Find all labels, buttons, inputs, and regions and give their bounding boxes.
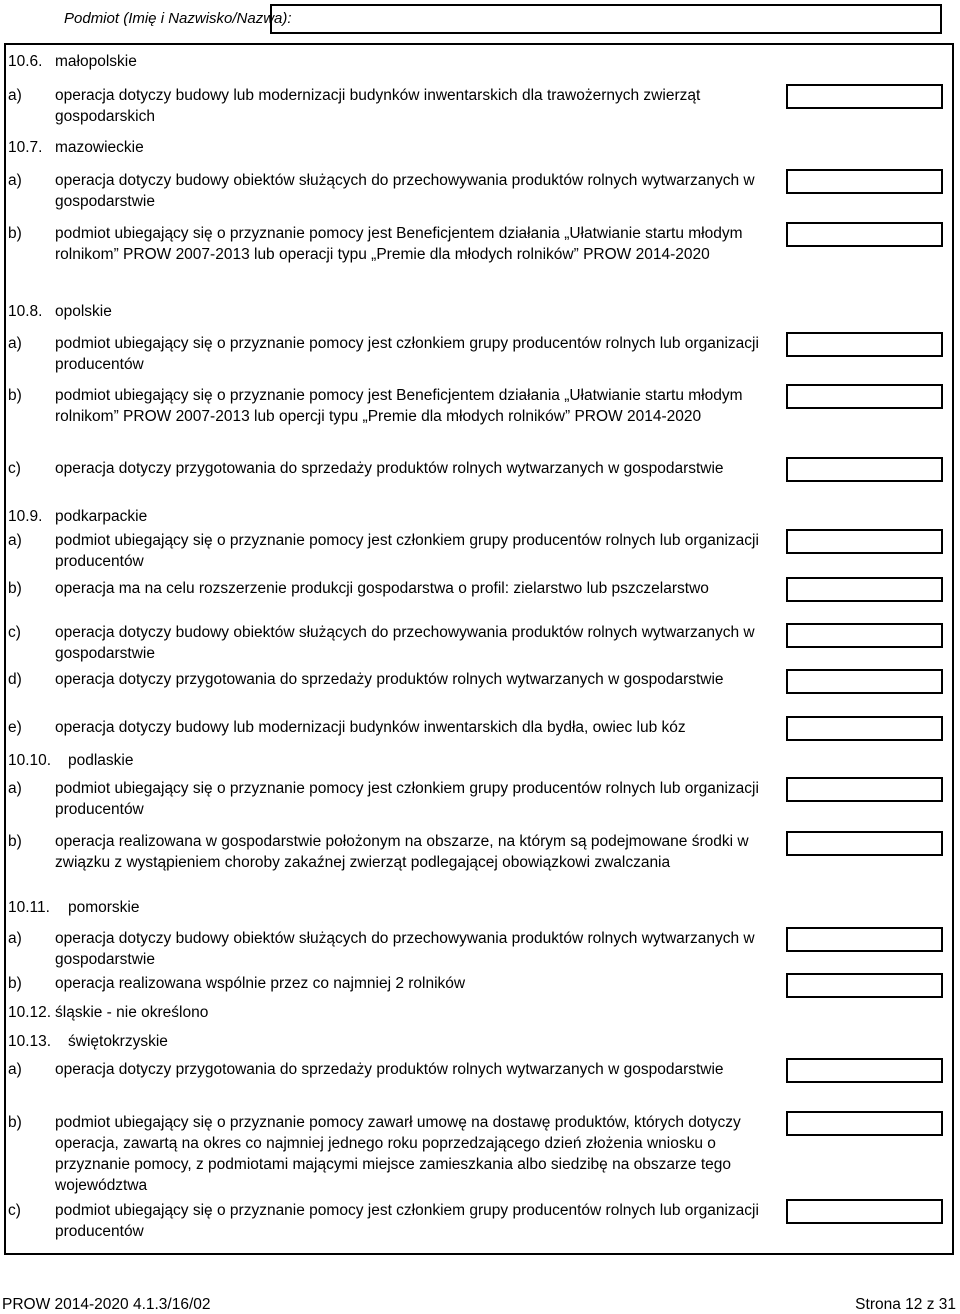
item-text: podmiot ubiegający się o przyznanie pomocy jest członkiem grupy producentów rolnych lub organizacji producentów [55,1202,759,1240]
section-name: małopolskie [55,53,137,70]
item-letter: c) [8,460,21,477]
section-name: śląskie - nie określono [55,1004,209,1021]
item-letter: b) [8,833,22,850]
criterion-checkbox[interactable] [786,332,943,357]
criterion-checkbox[interactable] [786,1111,943,1136]
item-letter: a) [8,1061,22,1078]
criterion-checkbox[interactable] [786,927,943,952]
section-number: 10.10. [8,752,52,769]
criterion-checkbox[interactable] [786,669,943,694]
criterion-checkbox[interactable] [786,777,943,802]
item-text: operacja realizowana wspólnie przez co najmniej 2 rolników [55,975,466,992]
criterion-checkbox[interactable] [786,222,943,247]
criterion-checkbox[interactable] [786,623,943,648]
criterion-checkbox[interactable] [786,716,943,741]
item-letter: a) [8,532,22,549]
criterion-checkbox[interactable] [786,457,943,482]
criterion-item [8,223,773,265]
section-number: 10.7. [8,139,43,156]
criterion-item [8,928,773,970]
item-letter: b) [8,225,22,242]
item-letter: b) [8,387,22,404]
item-letter: c) [8,624,21,641]
item-text: operacja dotyczy budowy obiektów służących do przechowywania produktów rolnych wytwarzanych w gospodarstwie [55,624,755,662]
criterion-item [8,1059,773,1080]
section-name: świętokrzyskie [68,1033,168,1050]
criterion-checkbox[interactable] [786,1199,943,1224]
item-text: podmiot ubiegający się o przyznanie pomocy jest członkiem grupy producentów rolnych lub organizacji producentów [55,335,759,373]
item-letter: a) [8,172,22,189]
section-number: 10.13. [8,1033,52,1050]
item-letter: a) [8,335,22,352]
criterion-item [8,385,773,427]
criterion-item [8,458,773,479]
section-number: 10.6. [8,53,43,70]
section-heading-pomorskie [8,897,140,918]
criterion-checkbox[interactable] [786,384,943,409]
item-text: operacja dotyczy przygotowania do sprzedaży produktów rolnych wytwarzanych w gospodarstwie [55,1061,724,1078]
section-heading-opolskie [8,301,112,322]
item-text: operacja dotyczy przygotowania do sprzedaży produktów rolnych wytwarzanych w gospodarstwie [55,671,724,688]
item-text: operacja dotyczy przygotowania do sprzedaży produktów rolnych wytwarzanych w gospodarstwie [55,460,724,477]
section-heading-slaskie [8,1002,208,1023]
item-letter: e) [8,719,22,736]
item-letter: b) [8,580,22,597]
item-text: podmiot ubiegający się o przyznanie pomocy jest członkiem grupy producentów rolnych lub organizacji producentów [55,780,759,818]
criterion-item [8,85,773,127]
criterion-item [8,333,773,375]
footer-page-number: Strona 12 z 31 [855,1296,956,1313]
item-text: podmiot ubiegający się o przyznanie pomocy zawarł umowę na dostawę produktów, których dotyczy operacja, zawartą na okres co najmniej jednego roku poprzedzającego dzień złożenia wniosku o przyznanie pomocy, z podmiotami mającymi miejsce zamieszkania albo siedzibę na obszarze tego województwa [55,1114,741,1194]
criterion-checkbox[interactable] [786,529,943,554]
item-text: operacja realizowana w gospodarstwie położonym na obszarze, na którym są podejmowane środki w związku z wystąpieniem choroby zakaźnej zwierząt podlegającej obowiązkowi zwalczania [55,833,749,871]
section-number: 10.9. [8,508,43,525]
section-heading-malopolskie [8,51,137,72]
applicant-label: Podmiot (Imię i Nazwisko/Nazwa): [64,10,292,27]
item-letter: d) [8,671,22,688]
item-text: operacja dotyczy budowy lub modernizacji budynków inwentarskich dla trawożernych zwierząt gospodarskich [55,87,701,125]
criterion-item [8,578,788,599]
footer-form-code: PROW 2014-2020 4.1.3/16/02 [2,1296,211,1313]
criterion-item [8,530,773,572]
section-name: podkarpackie [55,508,148,525]
criterion-checkbox[interactable] [786,169,943,194]
section-number: 10.12. [8,1004,52,1021]
section-name: podlaskie [68,752,134,769]
item-letter: a) [8,780,22,797]
criterion-item [8,1112,773,1196]
criterion-checkbox[interactable] [786,1058,943,1083]
section-heading-podlaskie [8,750,134,771]
section-name: mazowieckie [55,139,144,156]
section-number: 10.8. [8,303,43,320]
item-letter: c) [8,1202,21,1219]
item-text: podmiot ubiegający się o przyznanie pomocy jest członkiem grupy producentów rolnych lub organizacji producentów [55,532,759,570]
criterion-item [8,831,773,873]
section-name: pomorskie [68,899,140,916]
applicant-name-field[interactable] [270,4,942,34]
criterion-item [8,717,773,738]
item-text: operacja dotyczy budowy obiektów służących do przechowywania produktów rolnych wytwarzanych w gospodarstwie [55,172,755,210]
section-number: 10.11. [8,899,50,916]
item-letter: b) [8,1114,22,1131]
criterion-item [8,973,773,994]
item-text: operacja dotyczy budowy obiektów służących do przechowywania produktów rolnych wytwarzanych w gospodarstwie [55,930,755,968]
criterion-item [8,170,773,212]
item-text: operacja ma na celu rozszerzenie produkcji gospodarstwa o profil: zielarstwo lub pszczelarstwo [55,580,709,597]
criterion-checkbox[interactable] [786,84,943,109]
item-letter: a) [8,87,22,104]
criterion-item [8,622,773,664]
section-name: opolskie [55,303,112,320]
criterion-item [8,1200,773,1242]
criterion-checkbox[interactable] [786,831,943,856]
item-text: podmiot ubiegający się o przyznanie pomocy jest Beneficjentem działania „Ułatwianie startu młodym rolnikom” PROW 2007-2013 lub operacji typu „Premie dla młodych rolników” PROW 2014-2020 [55,225,743,263]
item-letter: b) [8,975,22,992]
item-text: podmiot ubiegający się o przyznanie pomocy jest Beneficjentem działania „Ułatwianie startu młodym rolnikom” PROW 2007-2013 lub opercji typu „Premie dla młodych rolników” PROW 2014-2020 [55,387,743,425]
criterion-checkbox[interactable] [786,973,943,998]
criterion-item [8,669,773,690]
criterion-checkbox[interactable] [786,577,943,602]
section-heading-podkarpackie [8,506,147,527]
section-heading-swietokrzyskie [8,1031,168,1052]
criterion-item [8,778,773,820]
item-letter: a) [8,930,22,947]
item-text: operacja dotyczy budowy lub modernizacji budynków inwentarskich dla bydła, owiec lub kóz [55,719,686,736]
section-heading-mazowieckie [8,137,144,158]
